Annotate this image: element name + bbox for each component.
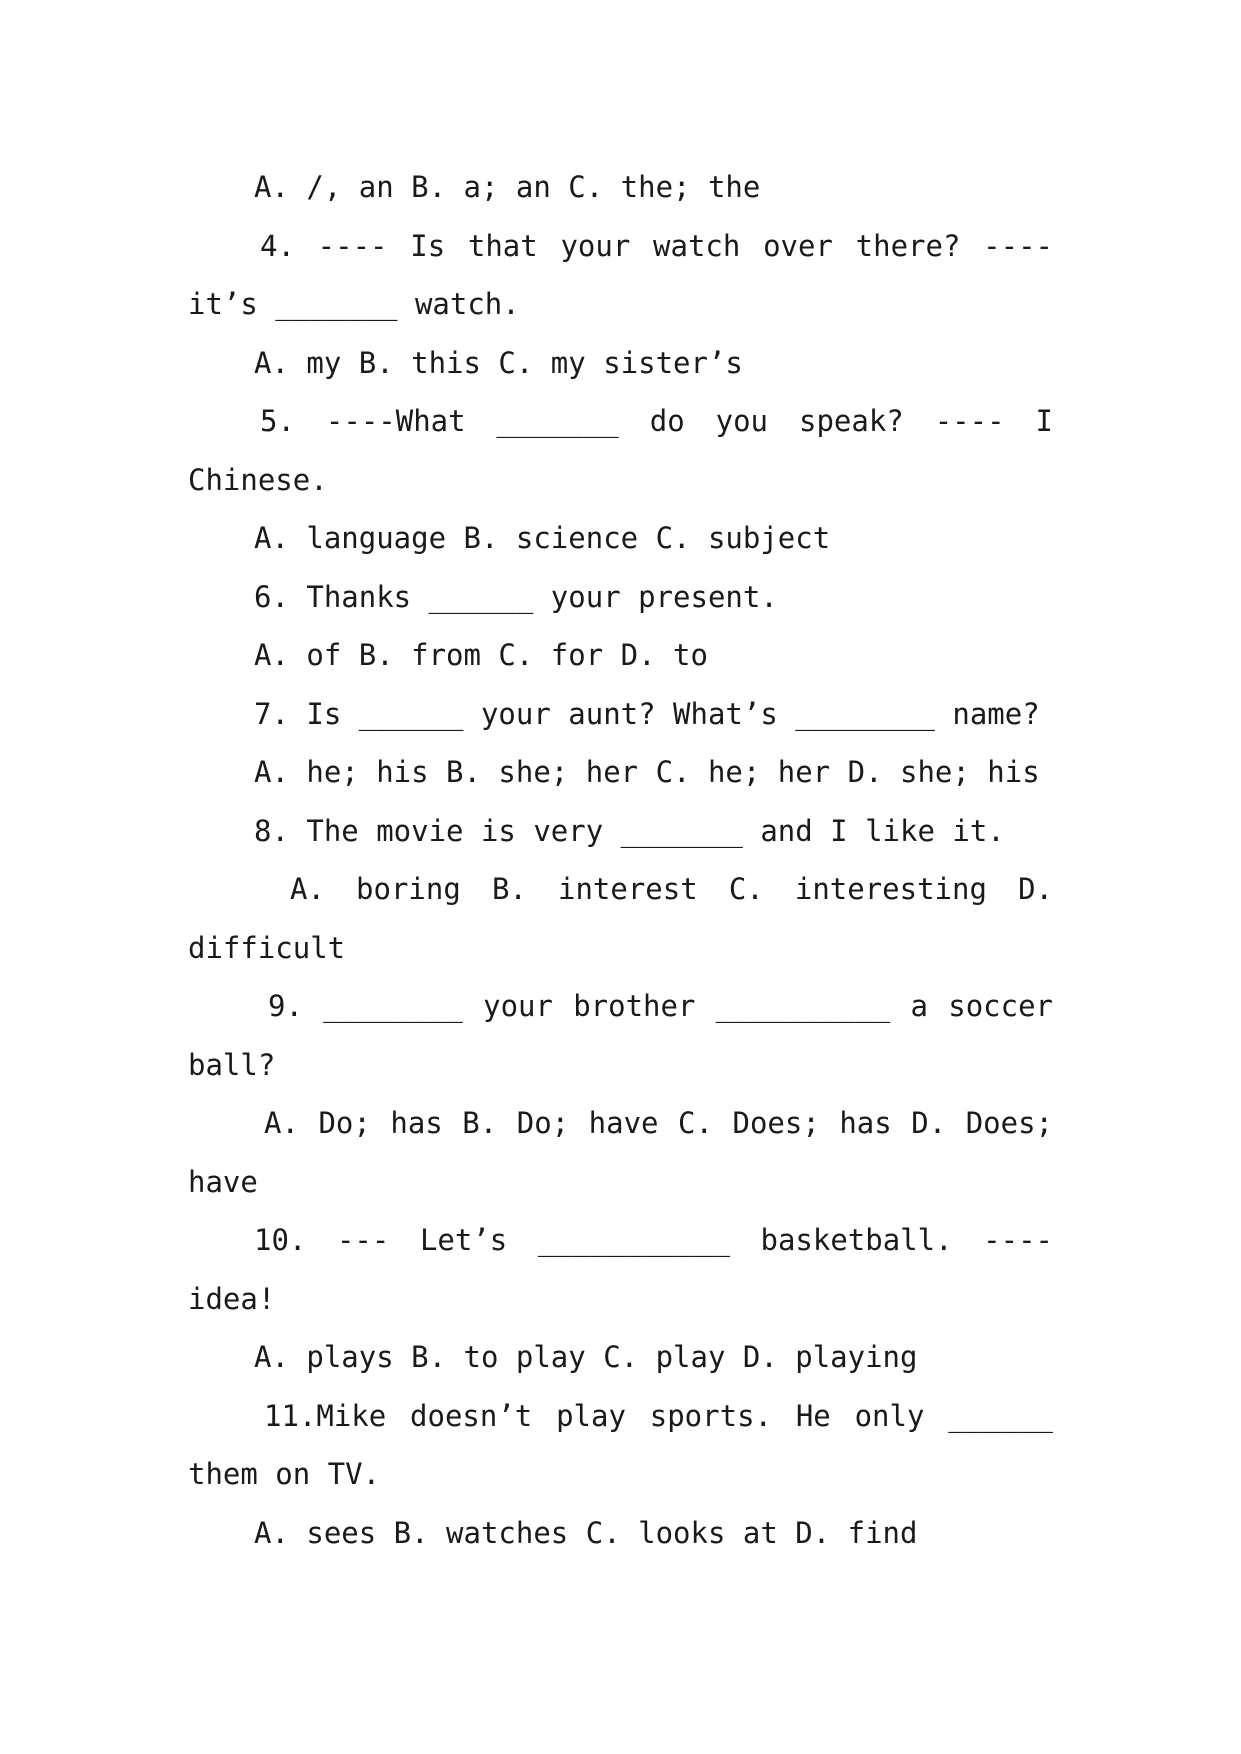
- exercise-text: [188, 158, 1053, 1562]
- question-3-options: A. /, an B. a; an C. the; the: [254, 170, 761, 204]
- question-9-stem: 9. ________ your brother __________ a soccer: [268, 989, 1053, 1023]
- question-6-stem: 6. Thanks ______ your present.: [254, 579, 778, 614]
- question-4-options: A. my B. this C. my sister’s: [254, 345, 743, 380]
- question-7-options: A. he; his B. she; her C. he; her D. she; his: [254, 755, 1040, 789]
- question-10-stem-cont: idea!: [188, 1281, 276, 1316]
- question-8-stem: 8. The movie is very _______ and I like it.: [254, 813, 1005, 848]
- question-11-options: A. sees B. watches C. looks at D. find: [254, 1515, 918, 1550]
- question-4-stem: 4. ---- Is that your watch over there? ----: [260, 228, 1053, 263]
- question-11-stem-cont: them on TV.: [188, 1457, 381, 1491]
- question-8-options-cont: difficult: [188, 930, 346, 965]
- question-8-options: A. boring B. interest C. interesting D.: [290, 872, 1053, 906]
- question-10-options: A. plays B. to play C. play D. playing: [254, 1340, 918, 1374]
- question-6-options: A. of B. from C. for D. to: [254, 638, 708, 672]
- question-5-stem-cont: Chinese.: [188, 462, 328, 497]
- question-5-stem: 5. ----What _______ do you speak? ---- I: [260, 404, 1053, 438]
- question-9-stem-cont: ball?: [188, 1047, 276, 1082]
- question-9-options: A. Do; has B. Do; have C. Does; has D. Does;: [264, 1106, 1053, 1140]
- question-5-options: A. language B. science C. subject: [254, 521, 831, 555]
- question-11-stem: 11.Mike doesn’t play sports. He only ______: [264, 1398, 1053, 1433]
- question-9-options-cont: have: [188, 1164, 258, 1199]
- question-4-stem-cont: it’s _______ watch.: [188, 287, 520, 321]
- question-7-stem: 7. Is ______ your aunt? What’s ________ name?: [254, 696, 1040, 731]
- question-10-stem: 10. --- Let’s ___________ basketball. ----: [254, 1223, 1053, 1257]
